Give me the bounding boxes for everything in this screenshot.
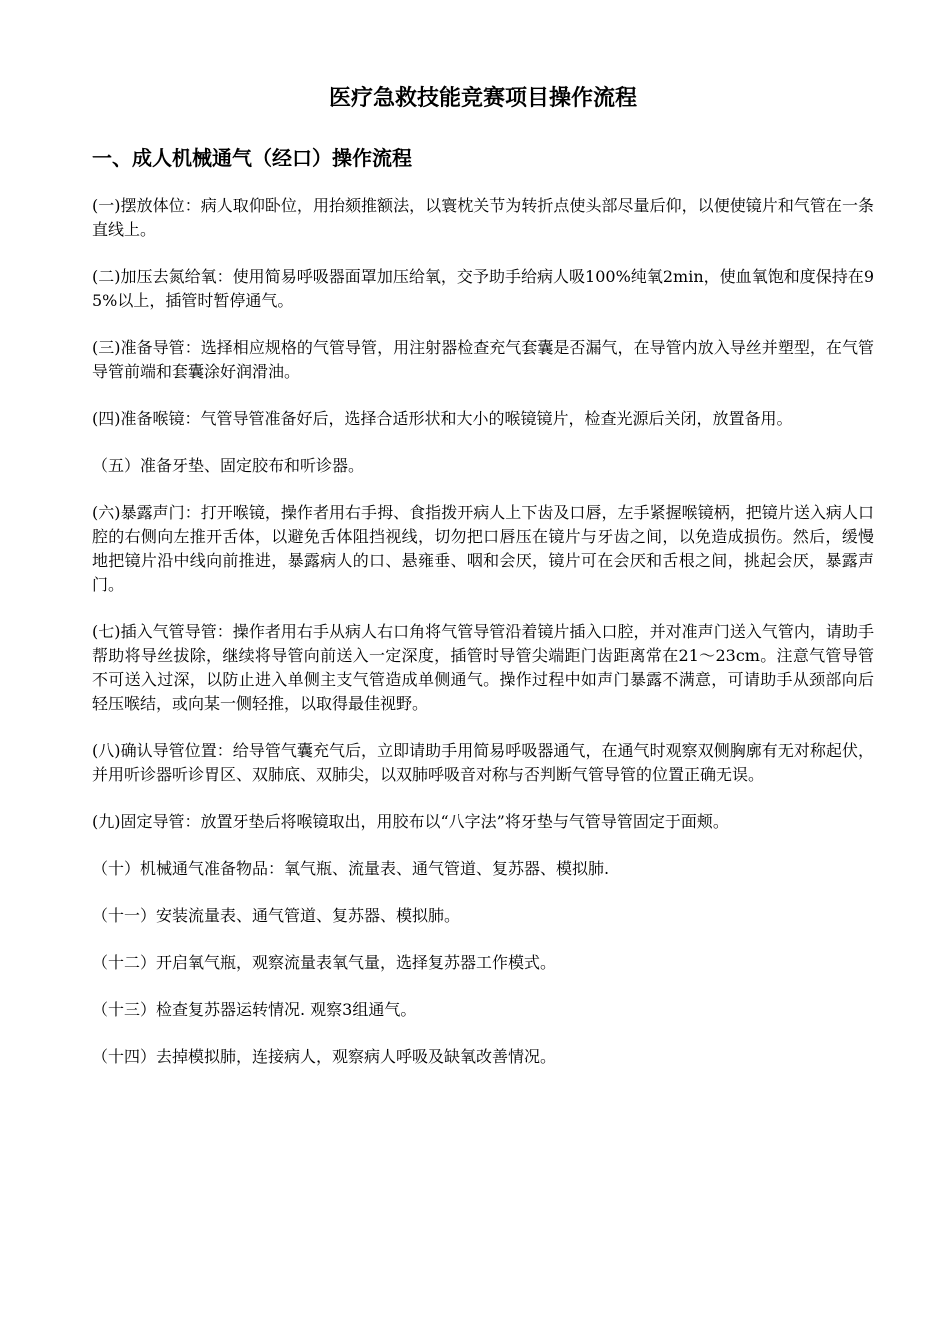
procedure-step-5: （五）准备牙垫、固定胶布和听诊器。 [92, 456, 365, 475]
procedure-step-8: (八)确认导管位置：给导管气囊充气后，立即请助手用简易呼吸器通气，在通气时观察双侧胸廓有无对称起伏，并用听诊器听诊胃区、双肺底、双肺尖，以双肺呼吸音对称与否判断气管导管的位置正确无误。 [92, 741, 874, 784]
procedure-step-list [92, 194, 874, 1092]
procedure-step-4: (四)准备喉镜：气管导管准备好后，选择合适形状和大小的喉镜镜片，检查光源后关闭，放置备用。 [92, 409, 793, 428]
procedure-step-14: （十四）去掉模拟肺，连接病人，观察病人呼吸及缺氧改善情况。 [92, 1047, 557, 1066]
document-title: 医疗急救技能竞赛项目操作流程 [328, 86, 637, 111]
procedure-step-3: (三)准备导管：选择相应规格的气管导管，用注射器检查充气套囊是否漏气，在导管内放入导丝并塑型，在气管导管前端和套囊涂好润滑油。 [92, 338, 874, 381]
procedure-step-1: (一)摆放体位：病人取仰卧位，用抬颏推额法，以寰枕关节为转折点使头部尽量后仰，以便使镜片和气管在一条直线上。 [92, 196, 874, 239]
procedure-step-6: (六)暴露声门：打开喉镜，操作者用右手拇、食指拨开病人上下齿及口唇，左手紧握喉镜柄，把镜片送入病人口腔的右侧向左推开舌体，以避免舌体阻挡视线，切勿把口唇压在镜片与牙齿之间，以免造成损伤。然后，缓慢地把镜片沿中线向前推进，暴露病人的口、悬雍垂、咽和会厌，镜片可在会厌和舌根之间，挑起会厌，暴露声门。 [92, 503, 874, 594]
procedure-step-9: (九)固定导管：放置牙垫后将喉镜取出，用胶布以“八字法”将牙垫与气管导管固定于面颊。 [92, 812, 729, 831]
procedure-step-12: （十二）开启氧气瓶，观察流量表氧气量，选择复苏器工作模式。 [92, 953, 557, 972]
procedure-step-7: (七)插入气管导管：操作者用右手从病人右口角将气管导管沿着镜片插入口腔，并对准声门送入气管内，请助手帮助将导丝拔除，继续将导管向前送入一定深度，插管时导管尖端距门齿距离常在21～23cm。注意气管导管不可送入过深，以防止进入单侧主支气管造成单侧通气。操作过程中如声门暴露不满意，可请助手从颈部向后轻压喉结，或向某一侧轻推，以取得最佳视野。 [92, 622, 874, 713]
procedure-step-11: （十一）安装流量表、通气管道、复苏器、模拟肺。 [92, 906, 461, 925]
procedure-step-13: （十三）检查复苏器运转情况. 观察3组通气。 [92, 1000, 417, 1019]
section-heading: 一、成人机械通气（经口）操作流程 [92, 146, 412, 170]
procedure-step-2: (二)加压去氮给氧：使用简易呼吸器面罩加压给氧，交予助手给病人吸100%纯氧2min，使血氧饱和度保持在95%以上，插管时暂停通气。 [92, 267, 874, 310]
procedure-step-10: （十）机械通气准备物品：氧气瓶、流量表、通气管道、复苏器、模拟肺. [92, 859, 610, 878]
